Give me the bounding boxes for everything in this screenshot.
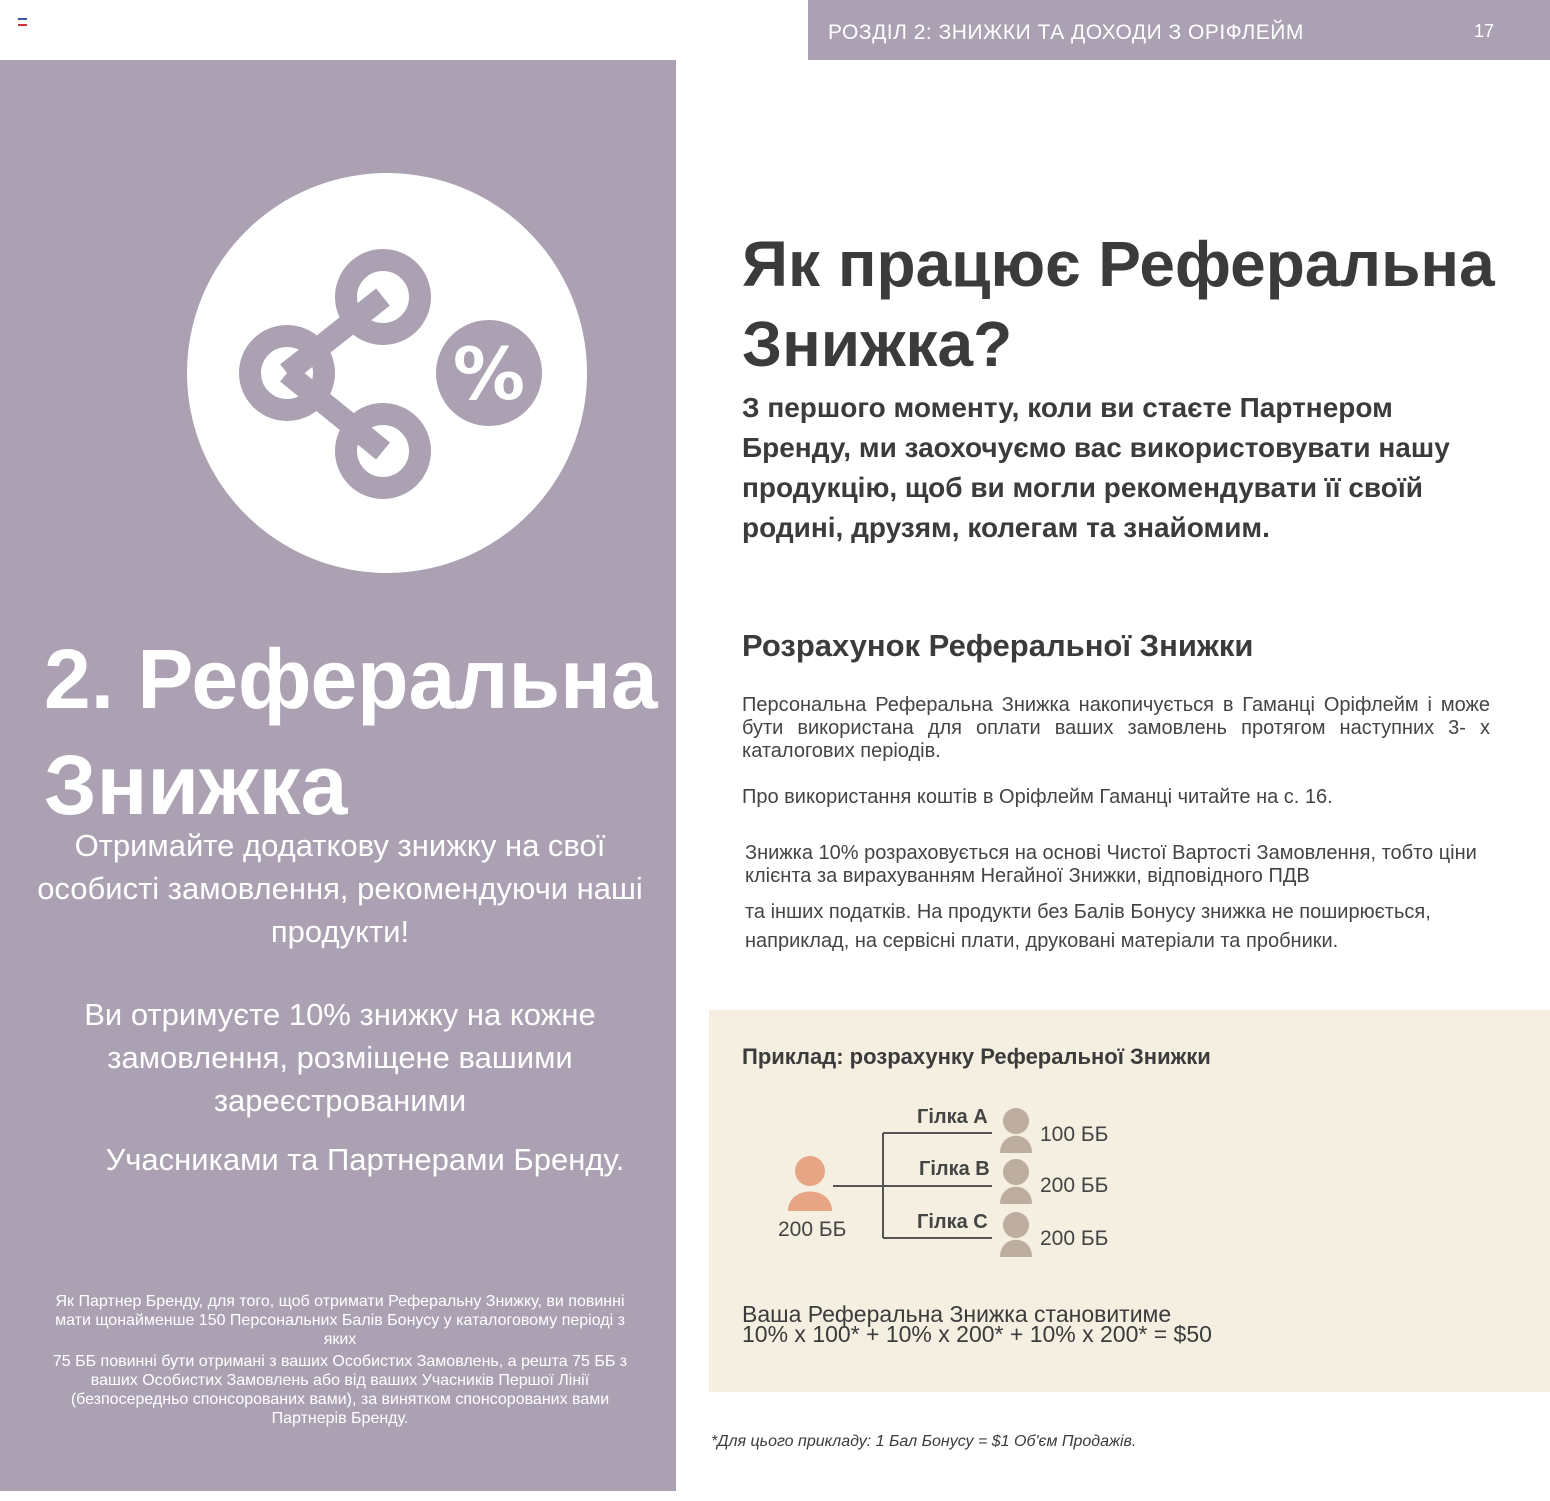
page-number: 17 (1473, 21, 1494, 41)
section-title: РОЗДІЛ 2: ЗНИЖКИ ТА ДОХОДИ З ОРІФЛЕЙМ (828, 21, 1304, 44)
branch-b-bb: 200 ББ (1040, 1174, 1109, 1197)
branch-b-person-icon (1000, 1159, 1032, 1204)
lead-paragraph: З першого моменту, коли ви стаєте Партнером Бренду, ми заохочуємо вас використовувати нашу продукцію, щоб ви могли рекомендувати її своїй родині, друзям, колегам та знайомим. (742, 392, 1450, 543)
left-intro: Отримайте додаткову знижку на свої особисті замовлення, рекомендуючи наші продукти! (37, 828, 643, 949)
result-formula: Ваша Реферальна Знижка становитиме 10% x 100* + 10% x 200* + 10% x 200* = $50 (742, 1301, 1212, 1347)
left-offer-continued: Учасниками та Партнерами Бренду. (105, 1142, 625, 1177)
discount-basis-paragraph: Знижка 10% розраховується на основі Чистої Вартості Замовлення, тобто ціни клієнта за вирахуванням Негайної Знижки, відповідного ПДВ (745, 842, 1477, 887)
branch-a-label: Гілка A (917, 1106, 988, 1128)
section-header (808, 0, 1550, 60)
left-title: 2. Реферальна Знижка (44, 632, 658, 832)
left-offer: Ви отримуєте 10% знижку на кожне замовлення, розміщене вашими зареєстрованими (84, 997, 596, 1118)
svg-text:%: % (452, 332, 526, 416)
exclusions-paragraph: та інших податків. На продукти без Балів Бонусу знижка не поширюється, наприклад, на сервісні плати, друковані матеріали та пробники. (745, 901, 1431, 952)
example-box (709, 1010, 1550, 1392)
wallet-reference: Про використання коштів в Оріфлейм Гаманці читайте на с. 16. (742, 786, 1333, 808)
wallet-paragraph: Персональна Реферальна Знижка накопичується в Гаманці Оріфлейм і може бути використана для оплати ваших замовлень протягом наступних 3- х каталогових періодів. (742, 694, 1490, 762)
language-flag-icon (18, 18, 27, 26)
branch-b-label: Гілка B (919, 1158, 990, 1180)
branch-c-label: Гілка C (917, 1211, 988, 1233)
self-person-icon (788, 1156, 832, 1211)
example-title: Приклад: розрахунку Реферальної Знижки (742, 1044, 1211, 1069)
share-percent-icon (187, 173, 587, 573)
branch-c-person-icon (1000, 1212, 1032, 1257)
eligibility-note: Як Партнер Бренду, для того, щоб отримати Реферальну Знижку, ви повинні мати щонайменше 150 Персональних Балів Бонусу у каталоговому періоді з яких (55, 1293, 625, 1348)
self-bb: 200 ББ (778, 1218, 847, 1241)
eligibility-note-continued: 75 ББ повинні бути отримані з ваших Особистих Замовлень, а решта 75 ББ з ваших Особистих Замовлень або від ваших Учасників Першої Лінії (безпосередньо спонсорованих вами), за винятком спонсорованих вами Партнерів Бренду. (52, 1353, 628, 1427)
calculation-heading: Розрахунок Реферальної Знижки (742, 628, 1254, 663)
main-heading: Як працює Реферальна Знижка? (742, 228, 1495, 380)
footnote: *Для цього прикладу: 1 Бал Бонусу = $1 Об'єм Продажів. (711, 1433, 1137, 1450)
branch-a-bb: 100 ББ (1040, 1123, 1109, 1146)
branch-a-person-icon (1000, 1108, 1032, 1153)
left-panel (0, 60, 676, 1491)
branch-c-bb: 200 ББ (1040, 1227, 1109, 1250)
